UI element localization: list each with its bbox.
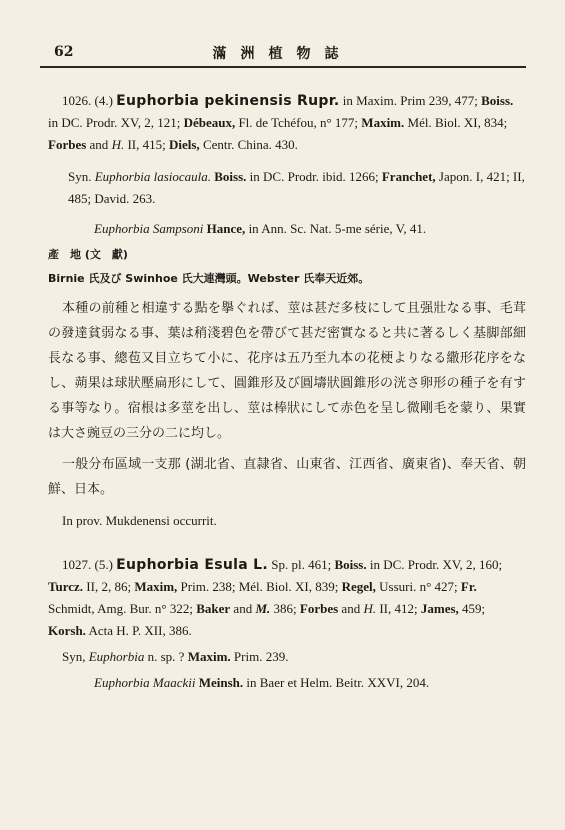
citation-text: in DC. Prodr. XV, 2, 160; — [366, 557, 503, 572]
citation-text: Schmidt, Amg. Bur. n° 322; — [48, 601, 197, 616]
author-name: H. — [363, 601, 377, 616]
author-name: Maxim. — [187, 649, 231, 664]
citation-text: Japon. I, 421; II, 485; David. 263. — [68, 169, 525, 206]
citation-text: 459; — [458, 601, 486, 616]
citation-text: in DC. Prodr. XV, 2, 121; — [48, 115, 184, 130]
species-name: Euphorbia pekinensis Rupr. — [116, 93, 340, 109]
author-name: Débeaux, — [183, 115, 236, 130]
citation-text: in Maxim. Prim 239, 477; — [342, 93, 482, 108]
author-name: Turcz. — [48, 579, 84, 594]
author-name: Boiss. — [334, 557, 367, 572]
species-name: Euphorbia Esula L. — [116, 557, 268, 573]
citation-text: Ussuri. n° 427; — [375, 579, 461, 594]
author-name: James, — [420, 601, 459, 616]
author-name: Korsh. — [48, 623, 86, 638]
synonym-line — [48, 646, 526, 668]
author-name: Forbes — [48, 137, 87, 152]
author-name: Boiss. — [481, 93, 514, 108]
entry-1027-citation — [48, 554, 526, 642]
author-name: Baker — [196, 601, 231, 616]
citation-text: and — [338, 601, 364, 616]
synonym-name: Euphorbia lasiocaula. — [94, 169, 212, 184]
citation-text: II, 412; — [376, 601, 421, 616]
citation-text: Prim. 239. — [230, 649, 289, 664]
distribution-note: 一般分布區域一支那 (湖北省、直隷省、山東省、江西省、廣東省)、奉天省、朝鮮、日本。 — [48, 457, 526, 497]
synonym-line-2 — [48, 218, 526, 240]
author-name: Franchet, — [381, 169, 436, 184]
author-name: Maxim. — [361, 115, 405, 130]
citation-text: Prim. 238; Mél. Biol. XI, 839; — [177, 579, 342, 594]
citation-text: Fl. de Tchéfou, n° 177; — [235, 115, 362, 130]
citation-text: Mél. Biol. XI, 834; — [404, 115, 508, 130]
synonym-label: Syn, — [62, 649, 89, 664]
citation-text: Acta H. P. XII, 386. — [85, 623, 192, 638]
citation-text: and — [230, 601, 256, 616]
citation-text: Centr. China. 430. — [199, 137, 298, 152]
entry-number: 1027. (5.) — [62, 557, 113, 572]
citation-text: and — [86, 137, 112, 152]
page-number: 62 — [54, 44, 74, 60]
citation-text: in DC. Prodr. ibid. 1266; — [246, 169, 382, 184]
entry-1026-citation — [48, 90, 526, 156]
author-name: Fr. — [460, 579, 477, 594]
synonym-name: Euphorbia — [88, 649, 145, 664]
citation-text: in Baer et Helm. Beitr. XXVI, 204. — [243, 675, 430, 690]
latin-occurrence: In prov. Mukdenensi occurrit. — [62, 513, 217, 528]
entry-number: 1026. (4.) — [62, 93, 113, 108]
running-title: 滿洲植物誌 — [212, 46, 353, 62]
author-name: Forbes — [299, 601, 339, 616]
author-name: Maxim, — [134, 579, 178, 594]
species-description: 本種の前種と相違する點を擧ぐれば、莖は甚だ多枝にして且强壯なる事、毛茸の發達貧弱なる事、葉は稍淺碧色を帶びて甚だ密實なると共に著るしく基脚部細長なる事、總苞又目立ちて小に、花序は五乃至九本の花梗よりなる繖形花序をなし、蒴果は球狀壓扁形にして、圓錐形及び圓壔狀圓錐形の洸さ卵形の種子を有する事等なり。宿根は多莖を出し、莖は棒狀にして赤色を呈し微剛毛を蒙り、果實は大さ豌豆の三分の二に均し。 — [48, 301, 526, 441]
synonym-line — [48, 166, 526, 210]
author-name: Meinsh. — [195, 675, 244, 690]
citation-text: Sp. pl. 461; — [267, 557, 335, 572]
citation-text: II, 2, 86; — [83, 579, 135, 594]
citation-text: II, 415; — [124, 137, 169, 152]
author-name: Diels, — [168, 137, 200, 152]
header-rule — [40, 66, 526, 68]
citation-text: 386; — [270, 601, 300, 616]
synonym-line-2 — [48, 672, 526, 694]
citation-text: in Ann. Sc. Nat. 5-me série, V, 41. — [245, 221, 427, 236]
synonym-name: Euphorbia Sampsoni — [94, 221, 204, 236]
author-name: M. — [255, 601, 271, 616]
synonym-label: Syn. — [68, 169, 95, 184]
author-name: Boiss. — [214, 169, 247, 184]
citation-text: n. sp. ? — [144, 649, 188, 664]
collector-note: Birnie 氏及び Swinhoe 氏大連灣頭。Webster 氏奉天近郊。 — [48, 272, 370, 285]
author-name: Regel, — [341, 579, 376, 594]
author-name: H. — [111, 137, 125, 152]
author-name: Hance, — [203, 221, 246, 236]
page-body — [48, 90, 526, 694]
locality-heading: 產 地 (文 獻) — [48, 248, 128, 261]
page-header — [40, 38, 525, 66]
synonym-name: Euphorbia Maackii — [94, 675, 196, 690]
